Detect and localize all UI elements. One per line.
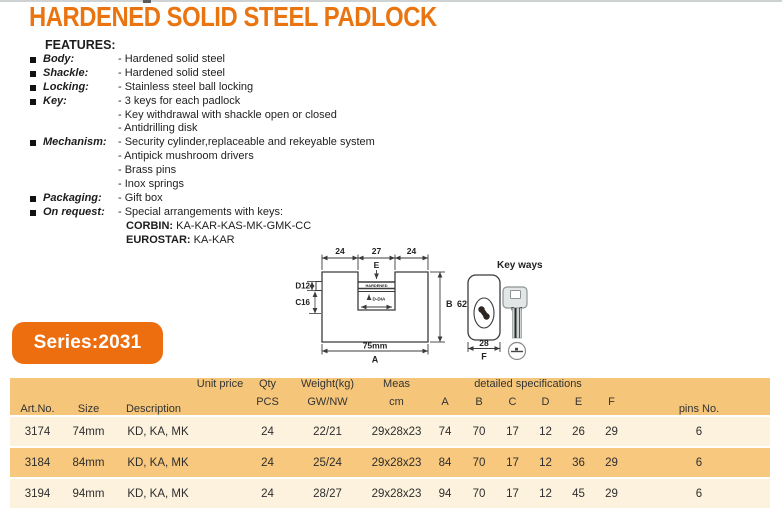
dim-27: 27 bbox=[371, 246, 382, 256]
dim-side-width: 28 bbox=[479, 338, 489, 348]
dim-d12-label: D12 bbox=[295, 281, 310, 291]
cell-e: 36 bbox=[562, 447, 595, 478]
feature-line bbox=[30, 122, 450, 136]
feature-line bbox=[30, 136, 450, 150]
cell-description: KD, KA, MK bbox=[112, 447, 195, 478]
feature-line bbox=[30, 178, 450, 192]
padlock-technical-diagram bbox=[285, 243, 615, 368]
d-dia-label: D-DIA bbox=[372, 296, 386, 302]
bullet-square-icon bbox=[30, 85, 36, 91]
col-header-qty: Qty bbox=[245, 378, 290, 396]
bullet-square-icon bbox=[30, 210, 36, 216]
hardened-label: HARDENED bbox=[365, 283, 388, 288]
col-header-pcs: PCS bbox=[245, 396, 290, 416]
col-header-unit-price: Unit price bbox=[195, 378, 245, 416]
brand-codes: KA-KAR-KAS-MK-GMK-CC bbox=[176, 219, 312, 232]
bullet-square-icon bbox=[30, 140, 36, 146]
cell-weight: 25/24 bbox=[290, 447, 365, 478]
cell-f: 29 bbox=[595, 478, 628, 508]
col-header-size: Size bbox=[65, 378, 112, 416]
cell-weight: 22/21 bbox=[290, 416, 365, 447]
feature-line bbox=[30, 150, 450, 164]
feature-text: - Key withdrawal with shackle open or closed bbox=[118, 108, 337, 121]
page-title: HARDENED SOLID STEEL PADLOCK bbox=[29, 1, 437, 32]
col-header-gwnw: GW/NW bbox=[290, 396, 365, 416]
col-header-c: C bbox=[496, 396, 529, 416]
col-header-art-no: Art.No. bbox=[10, 378, 65, 416]
cell-pins: 6 bbox=[628, 447, 770, 478]
cell-qty: 24 bbox=[245, 478, 290, 508]
cell-e: 26 bbox=[562, 416, 595, 447]
cell-d: 12 bbox=[529, 447, 562, 478]
cell-pins: 6 bbox=[628, 416, 770, 447]
cell-c: 17 bbox=[496, 478, 529, 508]
feature-label: Body: bbox=[43, 53, 75, 65]
cell-size: 74mm bbox=[65, 416, 112, 447]
cell-size: 94mm bbox=[65, 478, 112, 508]
col-header-weight: Weight(kg) bbox=[290, 378, 365, 396]
features-list bbox=[30, 53, 450, 247]
cell-unit-price bbox=[195, 478, 245, 508]
feature-text: - Brass pins bbox=[118, 164, 177, 177]
feature-label: Key: bbox=[43, 94, 67, 107]
cell-meas: 29x28x23 bbox=[365, 447, 428, 478]
feature-text: - Hardened solid steel bbox=[118, 53, 226, 65]
cell-f: 29 bbox=[595, 416, 628, 447]
cell-e: 45 bbox=[562, 478, 595, 508]
cell-c: 17 bbox=[496, 416, 529, 447]
col-header-description: Description bbox=[112, 378, 195, 416]
cell-d: 12 bbox=[529, 478, 562, 508]
feature-line bbox=[30, 67, 450, 81]
feature-label: Locking: bbox=[43, 80, 89, 93]
cell-art-no: 3174 bbox=[10, 416, 65, 447]
feature-label: Mechanism: bbox=[43, 136, 107, 149]
feature-line bbox=[30, 206, 450, 220]
feature-text: - Special arrangements with keys: bbox=[118, 205, 284, 218]
bullet-square-icon bbox=[30, 71, 36, 77]
cell-meas: 29x28x23 bbox=[365, 416, 428, 447]
cell-art-no: 3184 bbox=[10, 447, 65, 478]
table-row bbox=[10, 447, 770, 478]
bullet-square-icon bbox=[30, 99, 36, 105]
feature-label: On request: bbox=[43, 205, 105, 218]
key-arrangement-line bbox=[30, 220, 450, 234]
table-row bbox=[10, 416, 770, 447]
cell-unit-price bbox=[195, 416, 245, 447]
table-row bbox=[10, 478, 770, 508]
specifications-table bbox=[10, 378, 770, 508]
dim-e-label: E bbox=[373, 260, 380, 270]
shackle-protrusion bbox=[316, 282, 322, 291]
dim-c16-label: C16 bbox=[295, 298, 310, 307]
cell-qty: 24 bbox=[245, 416, 290, 447]
feature-line bbox=[30, 192, 450, 206]
cell-unit-price bbox=[195, 447, 245, 478]
feature-text: - Antidrilling disk bbox=[118, 122, 198, 135]
key-illustration bbox=[503, 287, 527, 360]
brand-codes: KA-KAR bbox=[193, 233, 235, 246]
feature-text: - Inox springs bbox=[118, 178, 185, 191]
dim-width-label: 75mm bbox=[362, 340, 388, 351]
cell-qty: 24 bbox=[245, 447, 290, 478]
col-header-cm: cm bbox=[365, 396, 428, 416]
cell-c: 17 bbox=[496, 447, 529, 478]
cell-a: 74 bbox=[428, 416, 462, 447]
cell-weight: 28/27 bbox=[290, 478, 365, 508]
dim-b-label: B bbox=[446, 299, 453, 309]
cell-description: KD, KA, MK bbox=[112, 478, 195, 508]
col-header-pins: pins No. bbox=[628, 378, 770, 416]
feature-line bbox=[30, 95, 450, 109]
feature-text: - Antipick mushroom drivers bbox=[118, 150, 254, 163]
cell-size: 84mm bbox=[65, 447, 112, 478]
cell-meas: 29x28x23 bbox=[365, 478, 428, 508]
bullet-square-icon bbox=[30, 57, 36, 63]
brand-name: CORBIN: bbox=[126, 219, 174, 232]
feature-line bbox=[30, 109, 450, 123]
feature-line bbox=[30, 164, 450, 178]
feature-text: - Gift box bbox=[118, 191, 163, 204]
feature-text: - Hardened solid steel bbox=[118, 66, 226, 79]
col-header-f: F bbox=[595, 396, 628, 416]
feature-text: - Stainless steel ball locking bbox=[118, 80, 254, 93]
col-header-meas: Meas bbox=[365, 378, 428, 396]
cell-art-no: 3194 bbox=[10, 478, 65, 508]
feature-line bbox=[30, 81, 450, 95]
features-heading: FEATURES: bbox=[45, 38, 116, 52]
col-header-b: B bbox=[462, 396, 496, 416]
col-header-e: E bbox=[562, 396, 595, 416]
dim-24-left: 24 bbox=[335, 246, 345, 256]
feature-label: Packaging: bbox=[43, 191, 102, 204]
cell-d: 12 bbox=[529, 416, 562, 447]
cell-b: 70 bbox=[462, 416, 496, 447]
feature-line bbox=[30, 53, 450, 67]
dim-b-value: 62 bbox=[457, 299, 468, 309]
cell-b: 70 bbox=[462, 478, 496, 508]
cell-a: 84 bbox=[428, 447, 462, 478]
cell-description: KD, KA, MK bbox=[112, 416, 195, 447]
cell-b: 70 bbox=[462, 447, 496, 478]
dim-24-right: 24 bbox=[406, 246, 417, 256]
cell-f: 29 bbox=[595, 447, 628, 478]
key-ways-label: Key ways bbox=[497, 260, 543, 271]
col-header-a: A bbox=[428, 396, 462, 416]
brand-name: EUROSTAR: bbox=[126, 233, 191, 246]
feature-text: - 3 keys for each padlock bbox=[118, 94, 241, 107]
feature-label: Shackle: bbox=[43, 66, 89, 79]
feature-text: - Security cylinder,replaceable and rekeyable system bbox=[118, 136, 375, 149]
cell-pins: 6 bbox=[628, 478, 770, 508]
col-header-detailed-specs: detailed specifications bbox=[428, 378, 628, 396]
cell-a: 94 bbox=[428, 478, 462, 508]
dim-f-label: F bbox=[481, 351, 487, 362]
col-header-d: D bbox=[529, 396, 562, 416]
series-badge: Series:2031 bbox=[12, 322, 163, 364]
bullet-square-icon bbox=[30, 196, 36, 202]
dim-a-label: A bbox=[371, 354, 379, 365]
